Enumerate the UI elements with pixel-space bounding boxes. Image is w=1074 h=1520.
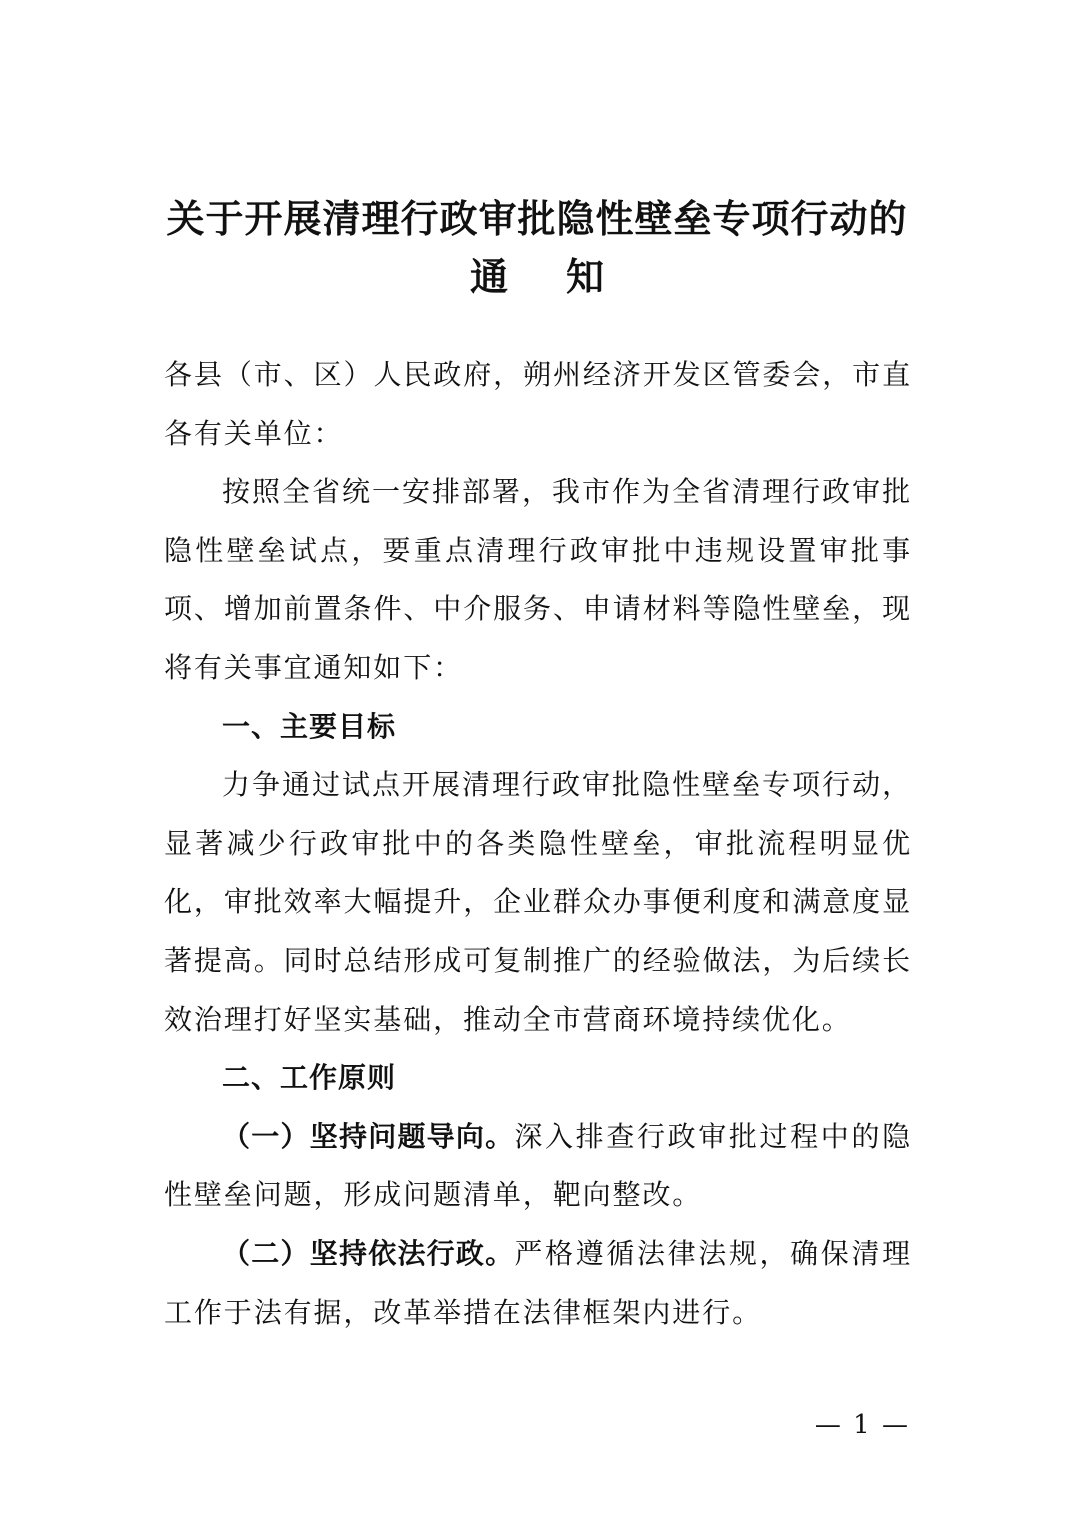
principle-lead: （二）坚持依法行政。 <box>222 1236 515 1270</box>
page-number: — 1 — <box>814 1410 910 1440</box>
document-title-line1: 关于开展清理行政审批隐性壁垒专项行动的 <box>166 197 908 241</box>
section-heading-goals: 一、主要目标 <box>222 709 397 743</box>
principle-item <box>164 1108 912 1225</box>
principle-text: 深入排查行政审批过程中的隐性壁垒问题，形成问题清单，靶向整改。 <box>164 1119 912 1212</box>
title-char-2: 知 <box>566 255 605 299</box>
addressee: 各县（市、区）人民政府，朔州经济开发区管委会，市直各有关单位： <box>164 358 912 450</box>
intro-paragraph: 按照全省统一安排部署，我市作为全省清理行政审批隐性壁垒试点，要重点清理行政审批中违规设置审批事项、增加前置条件、中介服务、申请材料等隐性壁垒，现将有关事宜通知如下： <box>164 475 912 684</box>
principle-item <box>164 1225 912 1342</box>
title-char-1: 通 <box>469 255 508 299</box>
principle-lead: （一）坚持问题导向。 <box>222 1119 515 1153</box>
section-text-goals: 力争通过试点开展清理行政审批隐性壁垒专项行动，显著减少行政审批中的各类隐性壁垒，审批流程明显优化，审批效率大幅提升，企业群众办事便利度和满意度显著提高。同时总结形成可复制推广的经验做法，为后续长效治理打好坚实基础，推动全市营商环境持续优化。 <box>164 768 912 1036</box>
document-title-line2 <box>0 252 1074 302</box>
section-heading-principles: 二、工作原则 <box>222 1061 397 1095</box>
document-body <box>164 346 912 1342</box>
principle-text: 严格遵循法律法规，确保清理工作于法有据，改革举措在法律框架内进行。 <box>164 1236 912 1329</box>
